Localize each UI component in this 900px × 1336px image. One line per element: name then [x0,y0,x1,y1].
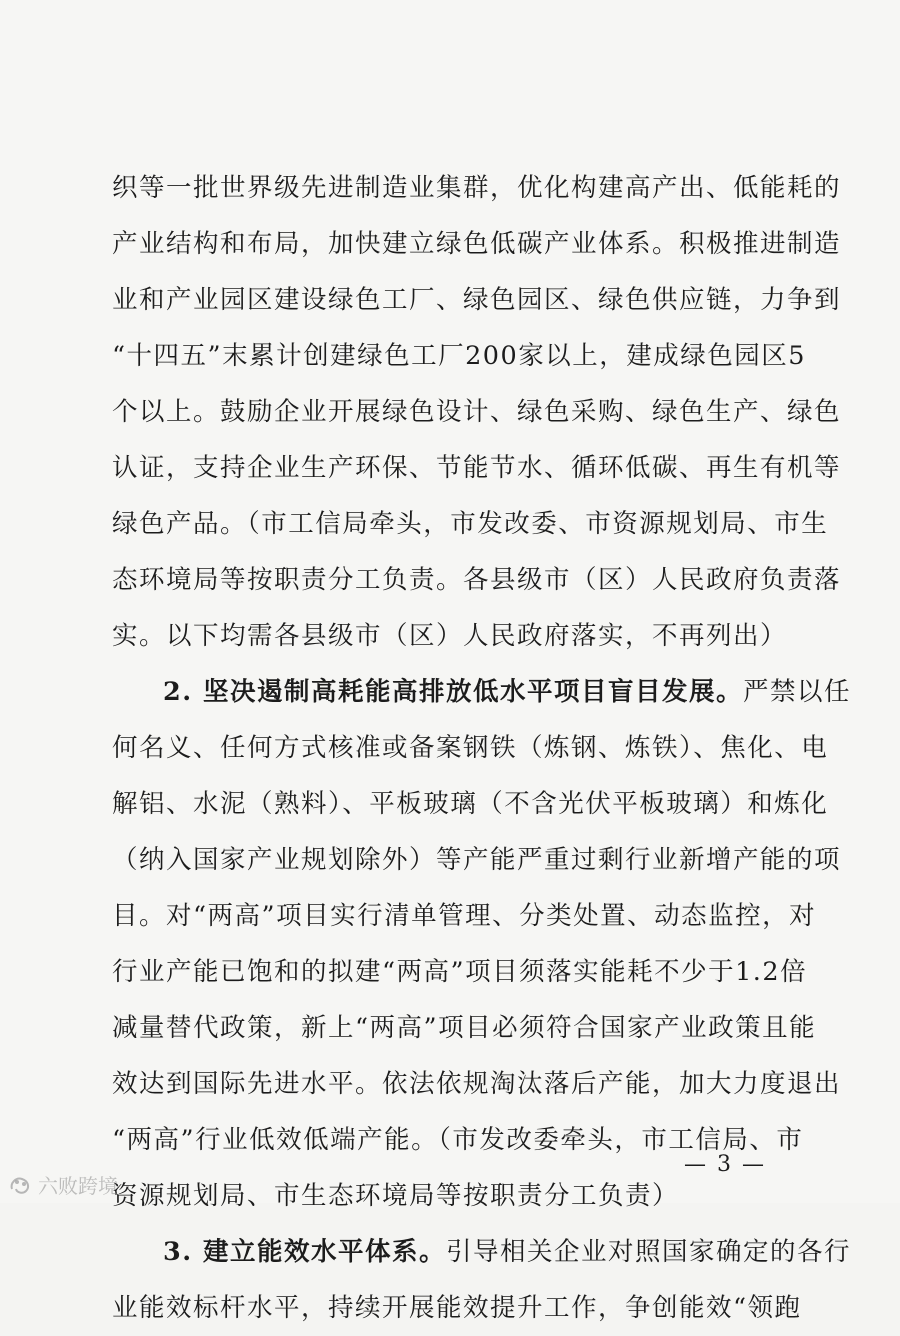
body-line: 绿色产品。（市工信局牵头，市发改委、市资源规划局、市生 [112,509,829,539]
body-line: 织等一批世界级先进制造业集群，优化构建高产出、低能耗的 [112,173,842,203]
body-line: 业和产业园区建设绿色工厂、绿色园区、绿色供应链，力争到 [112,285,842,315]
section-2-heading: 2. 坚决遏制高耗能高排放低水平项目盲目发展。 [163,677,743,707]
body-line: 个以上。鼓励企业开展绿色设计、绿色采购、绿色生产、绿色 [112,397,842,427]
body-line: 资源规划局、市生态环境局等按职责分工负责） [112,1181,680,1211]
section-3-lead-text: 引导相关企业对照国家确定的各行 [446,1237,852,1267]
watermark-logo-icon [8,1173,34,1197]
body-line: 态环境局等按职责分工负责。各县级市（区）人民政府负责落 [112,565,842,595]
body-line: 产业结构和布局，加快建立绿色低碳产业体系。积极推进制造 [112,229,842,259]
body-line: 解铝、水泥（熟料）、平板玻璃（不含光伏平板玻璃）和炼化 [112,789,829,819]
body-line: （纳入国家产业规划除外）等产能严重过剩行业新增产能的项 [112,845,842,875]
body-line: 认证，支持企业生产环保、节能节水、循环低碳、再生有机等 [112,453,842,483]
body-line: 实。以下均需各县级市（区）人民政府落实，不再列出） [112,621,788,651]
section-3-heading: 3. 建立能效水平体系。 [163,1237,446,1267]
body-line: 行业产能已饱和的拟建“两高”项目须落实能耗不少于1.2倍 [112,957,808,987]
section-3-first-line [112,1224,852,1280]
page-number: — 3 — [684,1152,766,1177]
body-line: 何名义、任何方式核准或备案钢铁（炼钢、炼铁）、焦化、电 [112,733,829,763]
body-line: “两高”行业低效低端产能。（市发改委牵头，市工信局、市 [112,1125,804,1155]
body-line: 减量替代政策，新上“两高”项目必须符合国家产业政策且能 [112,1013,817,1043]
watermark [8,1170,118,1199]
body-line: 业能效标杆水平，持续开展能效提升工作，争创能效“领跑 [112,1293,802,1323]
body-line: 目。对“两高”项目实行清单管理、分类处置、动态监控，对 [112,901,817,931]
section-2-first-line [112,664,852,720]
section-2-lead-text: 严禁以任 [743,677,852,707]
body-line: “十四五”末累计创建绿色工厂200家以上，建成绿色园区5 [112,341,806,371]
watermark-text: 六败跨境 [38,1174,118,1198]
body-line: 效达到国际先进水平。依法依规淘汰落后产能，加大力度退出 [112,1069,842,1099]
